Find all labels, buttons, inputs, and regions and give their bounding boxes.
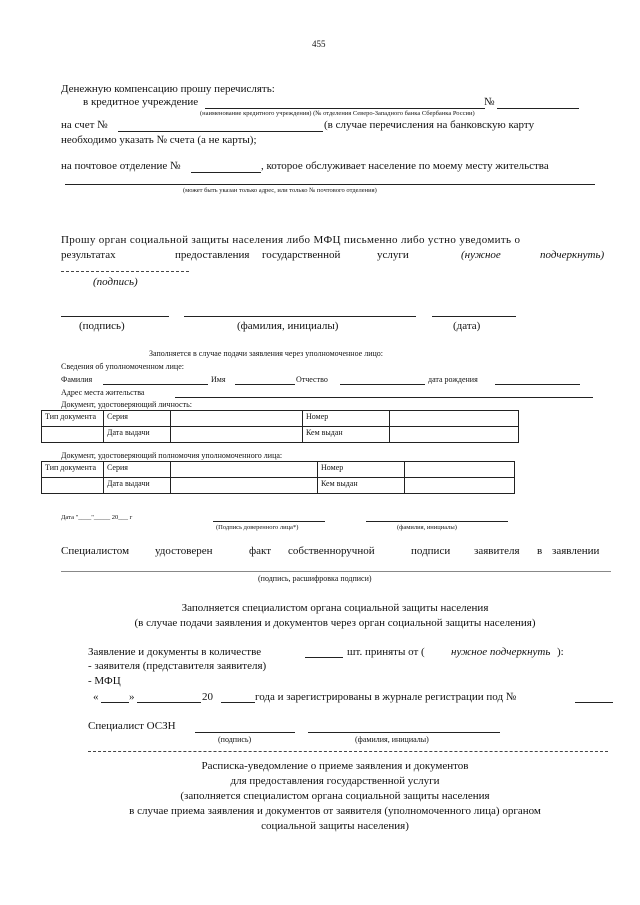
id-issue-date-value[interactable]: [171, 427, 303, 443]
id-series-label: Серия: [104, 411, 171, 427]
reg-month-line[interactable]: [137, 702, 201, 703]
verify-sign-line[interactable]: [61, 571, 611, 572]
id-number-value[interactable]: [390, 411, 519, 427]
page-number: 455: [312, 39, 326, 49]
auth-issue-date-value[interactable]: [171, 478, 318, 494]
reg-text-d: года и зарегистрированы в журнале регистрации под №: [255, 691, 517, 703]
post-number-line[interactable]: [191, 172, 261, 173]
notify-line-1: Прошу орган социальной защиты населения либо МФЦ письменно либо устно уведомить о: [61, 234, 521, 246]
verify-word-8: заявлении: [552, 545, 600, 557]
accepted-text-c: нужное подчеркнуть: [451, 646, 551, 658]
receipt-line-5: социальной защиты населения): [261, 820, 409, 832]
notify-word-2: предоставления: [175, 249, 250, 261]
auth-doc-type-label: Тип документа: [42, 462, 104, 478]
notify-word-1: результатах: [61, 249, 116, 261]
notify-sign-note: (подпись): [93, 276, 138, 288]
proxy-firstname-label: Имя: [211, 375, 226, 384]
proxy-name-line[interactable]: [366, 521, 508, 522]
verify-word-6: заявителя: [474, 545, 520, 557]
specialist-name-note: (фамилия, инициалы): [355, 735, 429, 744]
proxy-patronymic-label: Отчество: [296, 375, 328, 384]
accepted-text-b: шт. приняты от (: [347, 646, 425, 658]
reg-year-line[interactable]: [221, 702, 255, 703]
cut-line: [88, 751, 608, 752]
post-text: , которое обслуживает население по моему месту жительства: [261, 160, 549, 172]
proxy-address-label: Адрес места жительства: [61, 388, 145, 397]
id-series-value[interactable]: [171, 411, 303, 427]
name-line[interactable]: [184, 316, 416, 317]
receipt-line-2: для предоставления государственной услуги: [230, 775, 440, 787]
bank-number-line[interactable]: [497, 108, 579, 109]
specialist-label: Специалист ОСЗН: [88, 720, 176, 732]
verify-word-3: факт: [249, 545, 272, 557]
id-doc-table: [41, 410, 519, 443]
reg-text-a: «: [93, 691, 99, 703]
date-caption: (дата): [453, 320, 481, 332]
verify-note: (подпись, расшифровка подписи): [258, 574, 372, 583]
signature-caption: (подпись): [79, 320, 125, 332]
id-issued-by-value[interactable]: [390, 427, 519, 443]
accepted-text-d: ):: [557, 646, 564, 658]
receipt-line-3: (заполняется специалистом органа социальной защиты населения: [180, 790, 490, 802]
account-label: на счет №: [61, 119, 108, 131]
proxy-heading: Заполняется в случае подачи заявления через уполномоченное лицо:: [149, 349, 384, 358]
proxy-surname-label: Фамилия: [61, 375, 93, 384]
accepted-text-a: Заявление и документы в количестве: [88, 646, 262, 658]
proxy-address-line[interactable]: [175, 397, 593, 398]
auth-series-label: Серия: [104, 462, 171, 478]
account-line[interactable]: [118, 131, 323, 132]
proxy-sign-note: (Подпись доверенного лица*): [216, 524, 299, 531]
auth-series-value[interactable]: [171, 462, 318, 478]
proxy-date-line: Дата "____"_____ 20___ г: [61, 514, 133, 521]
specialist-sign-line[interactable]: [195, 732, 295, 733]
reg-number-line[interactable]: [575, 702, 613, 703]
date-line[interactable]: [432, 316, 516, 317]
id-issue-date-label: Дата выдачи: [104, 427, 171, 443]
receipt-line-4: в случае приема заявления и документов от заявителя (уполномоченного лица) органом: [129, 805, 541, 817]
account-note: (в случае перечисления на банковскую карту: [324, 119, 535, 131]
id-number-label: Номер: [303, 411, 390, 427]
notify-option-1: (нужное: [461, 249, 501, 261]
auth-number-label: Номер: [318, 462, 405, 478]
proxy-birthdate-line[interactable]: [495, 384, 580, 385]
auth-doc-heading: Документ, удостоверяющий полномочия уполномоченного лица:: [61, 451, 283, 460]
notify-option-2: подчеркнуть): [540, 249, 605, 261]
verify-word-7: в: [537, 545, 543, 557]
proxy-birthdate-label: дата рождения: [428, 375, 478, 384]
notify-word-3: государственной: [262, 249, 341, 261]
specialist-name-line[interactable]: [308, 732, 500, 733]
auth-issued-by-label: Кем выдан: [318, 478, 405, 494]
bank-number-label: №: [484, 96, 495, 108]
notify-sign-line[interactable]: [61, 271, 189, 272]
account-note-2: необходимо указать № счета (а не карты);: [61, 134, 257, 146]
proxy-surname-line[interactable]: [103, 384, 208, 385]
post-address-line[interactable]: [65, 184, 595, 185]
reg-text-c: 20: [202, 691, 213, 703]
verify-word-4: собственноручной: [288, 545, 375, 557]
id-doc-type-value[interactable]: [42, 427, 104, 443]
auth-doc-type-value[interactable]: [42, 478, 104, 494]
specialist-sign-note: (подпись): [218, 735, 252, 744]
proxy-info: Сведения об уполномоченном лице:: [61, 362, 184, 371]
receipt-line-1: Расписка-уведомление о приеме заявления и документов: [201, 760, 469, 772]
verify-word-2: удостоверен: [155, 545, 213, 557]
accepted-option-2: - МФЦ: [88, 675, 121, 687]
proxy-patronymic-line[interactable]: [340, 384, 425, 385]
accepted-option-1: - заявителя (представителя заявителя): [88, 660, 267, 672]
bank-line[interactable]: [205, 108, 485, 109]
reg-day-line[interactable]: [101, 702, 129, 703]
name-caption: (фамилия, инициалы): [237, 320, 339, 332]
specialist-title-2: (в случае подачи заявления и документов через орган социальной защиты населения): [134, 617, 536, 629]
bank-note: (наименование кредитного учреждения) (№ отделения Северо-Западного банка Сбербанка России): [200, 110, 475, 117]
id-doc-heading: Документ, удостоверяющий личность:: [61, 400, 192, 409]
verify-word-1: Специалистом: [61, 545, 130, 557]
specialist-title-1: Заполняется специалистом органа социальной защиты населения: [181, 602, 489, 614]
signature-line[interactable]: [61, 316, 169, 317]
id-doc-type-label: Тип документа: [42, 411, 104, 427]
auth-issued-by-value[interactable]: [405, 478, 515, 494]
reg-text-b: »: [129, 691, 135, 703]
verify-word-5: подписи: [411, 545, 451, 557]
accepted-count-line[interactable]: [305, 657, 343, 658]
compensation-intro: Денежную компенсацию прошу перечислять:: [61, 83, 275, 95]
post-note: (может быть указан только адрес, или только № почтового отделения): [183, 187, 377, 194]
id-issued-by-label: Кем выдан: [303, 427, 390, 443]
auth-issue-date-label: Дата выдачи: [104, 478, 171, 494]
proxy-name-note: (фамилия, инициалы): [397, 524, 457, 531]
auth-doc-table: [41, 461, 515, 494]
notify-word-4: услуги: [377, 249, 409, 261]
bank-label: в кредитное учреждение: [83, 96, 199, 108]
proxy-sign-line[interactable]: [213, 521, 325, 522]
proxy-firstname-line[interactable]: [235, 384, 295, 385]
post-label: на почтовое отделение №: [61, 160, 181, 172]
auth-number-value[interactable]: [405, 462, 515, 478]
